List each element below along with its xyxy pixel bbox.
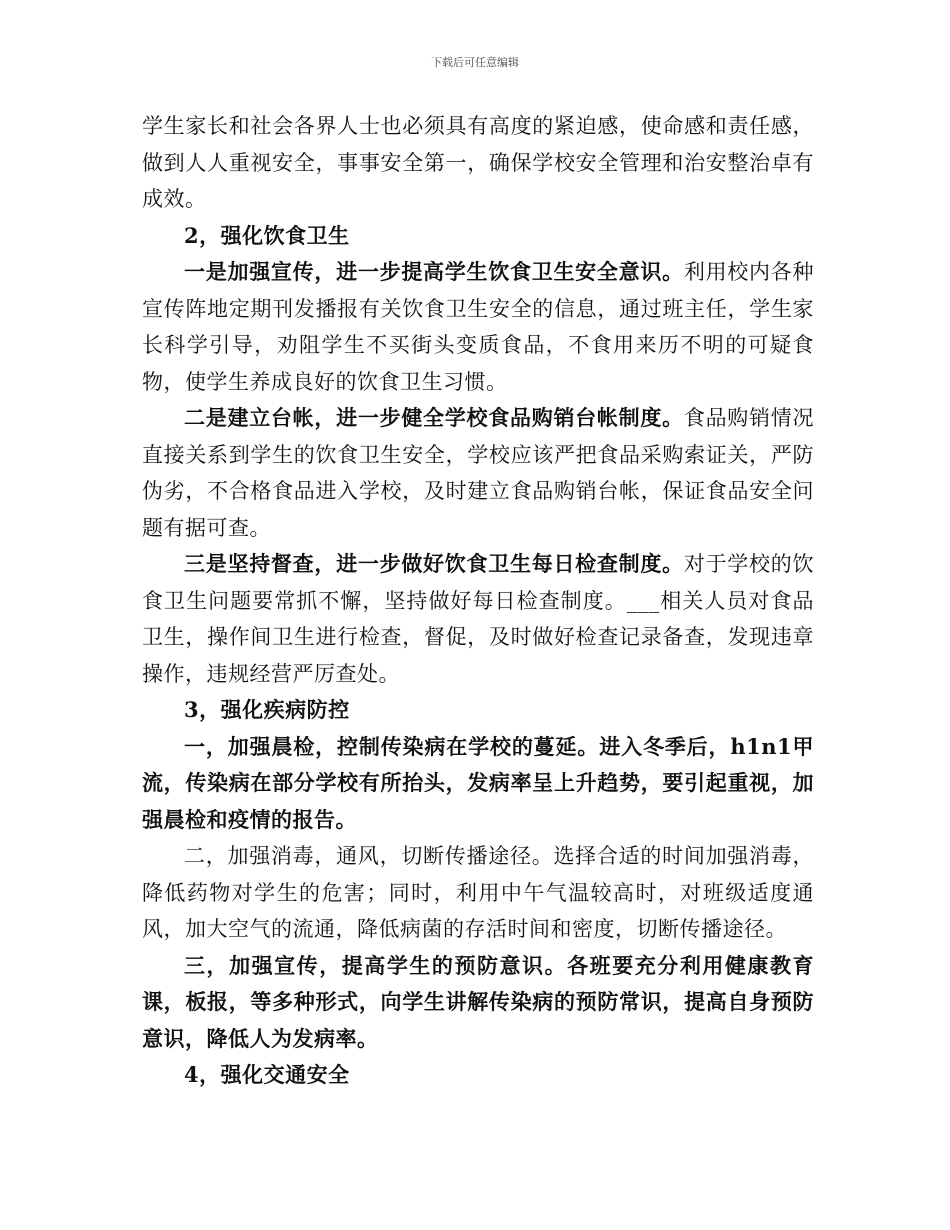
body-text: 对于学校的饮食卫生问题要常抓不懈，坚持做好每日检查制度。___相关人员对食品卫生，操作间卫生进行检查，督促，及时做好检查记录备查，发现违章操作，违规经营严厉查处。 [142, 552, 815, 686]
lead-sentence: 一是加强宣传，进一步提高学生饮食卫生安全意识。 [184, 259, 684, 284]
lead-sentence: 三是坚持督查，进一步做好饮食卫生每日检查制度。 [184, 551, 684, 576]
paragraph-intro: 学生家长和社会各界人士也必须具有高度的紧迫感，使命感和责任感，做到人人重视安全，事事安全第一，确保学校安全管理和治安整治卓有成效。 [142, 114, 814, 211]
body-text: 利用校内各种宣传阵地定期刊发播报有关饮食卫生安全的信息，通过班主任，学生家长科学引导，劝阻学生不买街头变质食品，不食用来历不明的可疑食物，使学生养成良好的饮食卫生习惯。 [142, 260, 815, 394]
paragraph-food-inspection [142, 546, 814, 692]
paragraph-prevention-awareness: 三，加强宣传，提高学生的预防意识。各班要充分利用健康教育课，板报，等多种形式，向学生讲解传染病的预防常识，提高自身预防意识，降低人为发病率。 [142, 952, 814, 1051]
paragraph-food-ledger [142, 400, 814, 546]
paragraph-morning-check: 一，加强晨检，控制传染病在学校的蔓延。进入冬季后，h1n1甲流，传染病在部分学校有所抬头，发病率呈上升趋势，要引起重视，加强晨检和疫情的报告。 [142, 733, 814, 832]
body-text: 食品购销情况直接关系到学生的饮食卫生安全，学校应该严把食品采购索证关，严防伪劣，不合格食品进入学校，及时建立食品购销台帐，保证食品安全问题有据可查。 [142, 406, 815, 540]
paragraph-food-publicity [142, 254, 814, 400]
section-heading-food: 2，强化饮食卫生 [184, 222, 350, 248]
page-header: 下载后可任意编辑 [431, 56, 519, 69]
lead-sentence: 二是建立台帐，进一步健全学校食品购销台帐制度。 [184, 405, 684, 430]
paragraph-disinfection: 二，加强消毒，通风，切断传播途径。选择合适的时间加强消毒，降低药物对学生的危害；同时，利用中午气温较高时，对班级适度通风，加大空气的流通，降低病菌的存活时间和密度，切断传播途径。 [142, 844, 814, 941]
document-body [142, 108, 814, 1094]
section-heading-traffic: 4，强化交通安全 [184, 1062, 350, 1087]
section-heading-disease: 3，强化疾病防控 [184, 697, 350, 722]
